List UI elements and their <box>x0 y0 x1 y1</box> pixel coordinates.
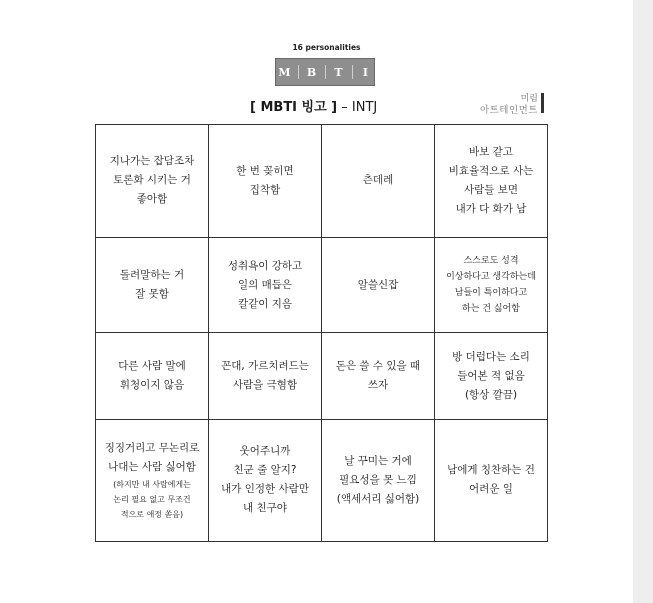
bingo-cell <box>209 333 322 419</box>
cell-line: 좋아함 <box>136 193 168 206</box>
mbti-letter-t: T <box>334 65 343 79</box>
cell-line: 남에게 칭찬하는 건 <box>447 464 535 477</box>
cell-line: 토론화 시키는 거 <box>113 174 191 187</box>
bingo-cell <box>96 333 209 419</box>
cell-line: 성취욕이 강하고 <box>227 259 303 272</box>
cell-line: (항상 깔끔) <box>464 388 518 401</box>
subtitle: 16 personalities <box>292 43 361 52</box>
bingo-cell <box>322 333 435 419</box>
cell-line: 돌려말하는 거 <box>119 269 185 282</box>
cell-line: 내가 인정한 사람만 <box>221 483 309 496</box>
bingo-cell <box>209 125 322 238</box>
cell-line: 휘청이지 않음 <box>119 379 185 392</box>
cell-line: 꼰대, 가르치려드는 <box>221 360 309 373</box>
cell-line: 나대는 사람 싫어함 <box>108 460 196 473</box>
mbti-letter-b: B <box>306 65 317 79</box>
bingo-cell <box>96 237 209 333</box>
mbti-divider <box>325 65 326 79</box>
cell-line: 잘 못함 <box>135 288 169 301</box>
logo-top-text: 미림 <box>520 94 538 104</box>
cell-line: 들어본 적 없음 <box>457 369 525 382</box>
cell-line: 사람을 극혐함 <box>232 379 298 392</box>
cell-line: 지나가는 잡담조차 <box>109 155 195 168</box>
cell-line: (액세서리 싫어함) <box>336 492 420 505</box>
cell-line: 하는 건 싫어함 <box>462 304 520 315</box>
logo-bottom-text: 아트테인먼트 <box>479 105 538 116</box>
cell-line: 바보 같고 <box>469 145 513 158</box>
cell-line: 이상하다고 생각하는데 <box>446 272 536 283</box>
bingo-cell <box>435 125 548 238</box>
bingo-cell <box>209 237 322 333</box>
bingo-cell <box>435 419 548 541</box>
cell-line: 어려운 일 <box>469 483 513 496</box>
page-title <box>250 96 377 115</box>
mbti-divider <box>352 65 353 79</box>
cell-line: (하지만 내 사람에게는 <box>113 479 191 489</box>
bingo-cell <box>96 419 209 541</box>
bingo-cell <box>322 419 435 541</box>
bingo-cell <box>435 333 548 419</box>
cell-line: 집착함 <box>249 183 281 196</box>
cell-line: 돈은 쓸 수 있을 때 <box>335 360 421 373</box>
cell-line: 스스로도 성격 <box>463 256 519 267</box>
title-type: – INTJ <box>337 100 378 115</box>
logo-bar <box>541 93 544 113</box>
bingo-row <box>96 419 548 541</box>
mbti-divider <box>298 65 299 79</box>
cell-line: 칼같이 지음 <box>237 297 293 310</box>
mbti-letter-i: I <box>362 65 369 79</box>
scrollbar-track[interactable] <box>633 0 653 603</box>
cell-line: 츤데레 <box>362 174 394 187</box>
cell-line: 일의 매듭은 <box>237 278 293 291</box>
cell-line: 날 꾸미는 거에 <box>344 454 412 467</box>
cell-line: 한 번 꽂히면 <box>236 164 294 177</box>
bingo-row <box>96 237 548 333</box>
cell-line: 논리 필요 없고 무조건 <box>113 494 191 504</box>
cell-line: 적으로 애정 쏟음) <box>120 509 184 519</box>
bingo-cell <box>96 125 209 238</box>
bingo-cell <box>209 419 322 541</box>
cell-line: 징징거리고 무논리로 <box>104 441 200 454</box>
cell-line: 필요성을 못 느낌 <box>339 473 417 486</box>
cell-line: 웃어주니까 <box>239 445 291 458</box>
bingo-row <box>96 333 548 419</box>
title-bold: [ MBTI 빙고 ] <box>250 100 338 115</box>
cell-line: 비효율적으로 사는 <box>448 164 534 177</box>
bingo-row <box>96 125 548 238</box>
cell-line: 쓰자 <box>367 379 389 392</box>
cell-line: 다른 사람 말에 <box>118 360 186 373</box>
mbti-letter-m: M <box>278 65 291 79</box>
cell-line: 방 더럽다는 소리 <box>452 350 530 363</box>
cell-line: 내가 다 화가 남 <box>455 202 527 215</box>
bingo-cell <box>322 125 435 238</box>
bingo-grid <box>95 124 548 542</box>
cell-line: 알쓸신잡 <box>357 278 399 291</box>
bingo-cell <box>322 237 435 333</box>
brand-logo <box>468 91 548 115</box>
mbti-logo-box <box>275 58 375 86</box>
cell-line: 내 친구야 <box>243 502 287 515</box>
cell-line: 친군 줄 알지? <box>233 464 297 477</box>
bingo-cell <box>435 237 548 333</box>
cell-line: 사람들 보면 <box>463 183 519 196</box>
cell-line: 남들이 특이하다고 <box>454 288 528 299</box>
